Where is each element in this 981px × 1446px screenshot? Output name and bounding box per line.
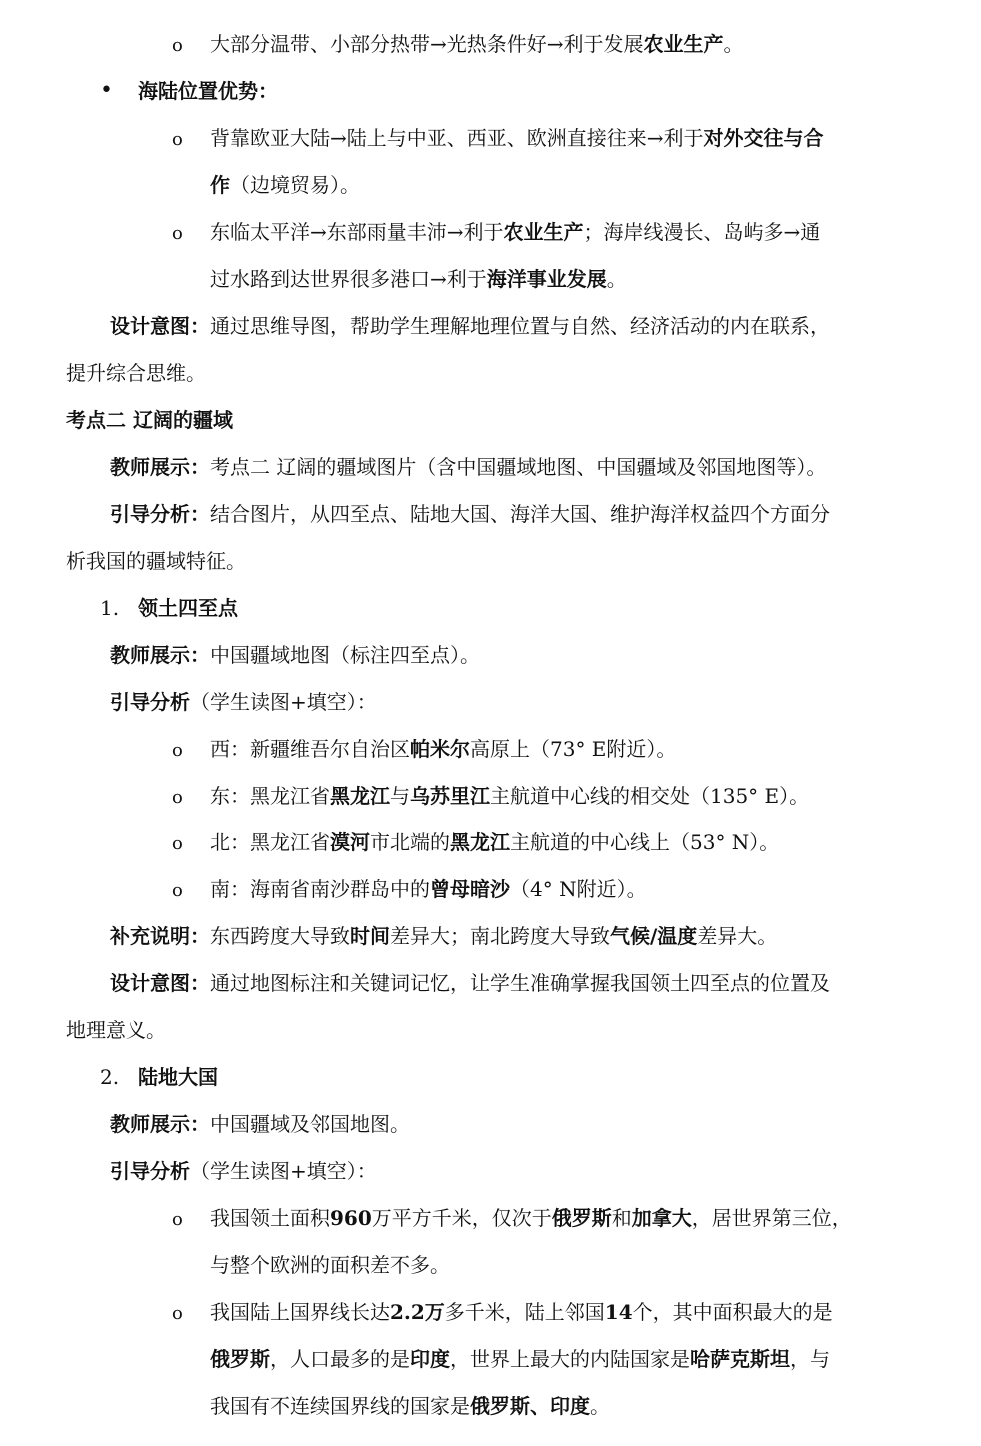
item-title: 陆地大国 (138, 1065, 218, 1089)
west-point: 西：新疆维吾尔自治区帕米尔高原上（73° E附近）。 (210, 737, 677, 761)
circle-bullet: o (172, 1209, 183, 1230)
circle-bullet: o (172, 35, 183, 56)
guide-analysis: 引导分析（学生读图+填空）： (110, 1159, 377, 1183)
dot-bullet: • (100, 78, 113, 103)
guide-analysis: 引导分析：结合图片，从四至点、陆地大国、海洋大国、维护海洋权益四个方面分 (110, 502, 830, 526)
section-title: 考点二 辽阔的疆域 (66, 408, 233, 432)
circle-bullet: o (172, 1303, 183, 1324)
text-line: 过水路到达世界很多港口→利于海洋事业发展。 (210, 267, 627, 291)
east-point: 东：黑龙江省黑龙江与乌苏里江主航道中心线的相交处（135° E）。 (210, 784, 810, 808)
text-line: 东临太平洋→东部雨量丰沛→利于农业生产；海岸线漫长、岛屿多→通 (210, 220, 821, 244)
teacher-show: 教师展示：中国疆域及邻国地图。 (110, 1112, 410, 1136)
item-title: 领土四至点 (138, 596, 238, 620)
area-line: 我国领土面积960万平方千米，仅次于俄罗斯和加拿大，居世界第三位， (210, 1206, 852, 1230)
text-line: 大部分温带、小部分热带→光热条件好→利于发展农业生产。 (210, 32, 744, 56)
circle-bullet: o (172, 880, 183, 901)
design-intent: 设计意图：通过地图标注和关键词记忆，让学生准确掌握我国领土四至点的位置及 (110, 971, 830, 995)
area-line-cont: 与整个欧洲的面积差不多。 (210, 1253, 450, 1277)
supplement: 补充说明：东西跨度大导致时间差异大；南北跨度大导致气候/温度差异大。 (110, 924, 778, 948)
border-line-2: 俄罗斯，人口最多的是印度，世界上最大的内陆国家是哈萨克斯坦，与 (210, 1347, 830, 1371)
border-line-3: 我国有不连续国界线的国家是俄罗斯、印度。 (210, 1394, 610, 1418)
heading: 海陆位置优势： (138, 79, 278, 103)
circle-bullet: o (172, 833, 183, 854)
border-line: 我国陆上国界线长达2.2万多千米，陆上邻国14个，其中面积最大的是 (210, 1300, 833, 1324)
guide-analysis: 引导分析（学生读图+填空）： (110, 690, 377, 714)
design-intent: 设计意图：通过思维导图，帮助学生理解地理位置与自然、经济活动的内在联系， (110, 314, 830, 338)
design-intent-cont: 地理意义。 (66, 1018, 166, 1042)
circle-bullet: o (172, 129, 183, 150)
circle-bullet: o (172, 223, 183, 244)
text-line: 背靠欧亚大陆→陆上与中亚、西亚、欧洲直接往来→利于对外交往与合 (210, 126, 824, 150)
south-point: 南：海南省南沙群岛中的曾母暗沙（4° N附近）。 (210, 877, 647, 901)
item-number: 1. (100, 596, 120, 620)
guide-analysis-cont: 析我国的疆域特征。 (66, 549, 246, 573)
north-point: 北：黑龙江省漠河市北端的黑龙江主航道的中心线上（53° N）。 (210, 830, 780, 854)
item-number: 2. (100, 1065, 120, 1089)
circle-bullet: o (172, 740, 183, 761)
teacher-show: 教师展示：考点二 辽阔的疆域图片（含中国疆域地图、中国疆域及邻国地图等）。 (110, 455, 827, 479)
teacher-show: 教师展示：中国疆域地图（标注四至点）。 (110, 643, 480, 667)
circle-bullet: o (172, 787, 183, 808)
text-line: 作（边境贸易）。 (210, 173, 360, 197)
design-intent-cont: 提升综合思维。 (66, 361, 206, 385)
